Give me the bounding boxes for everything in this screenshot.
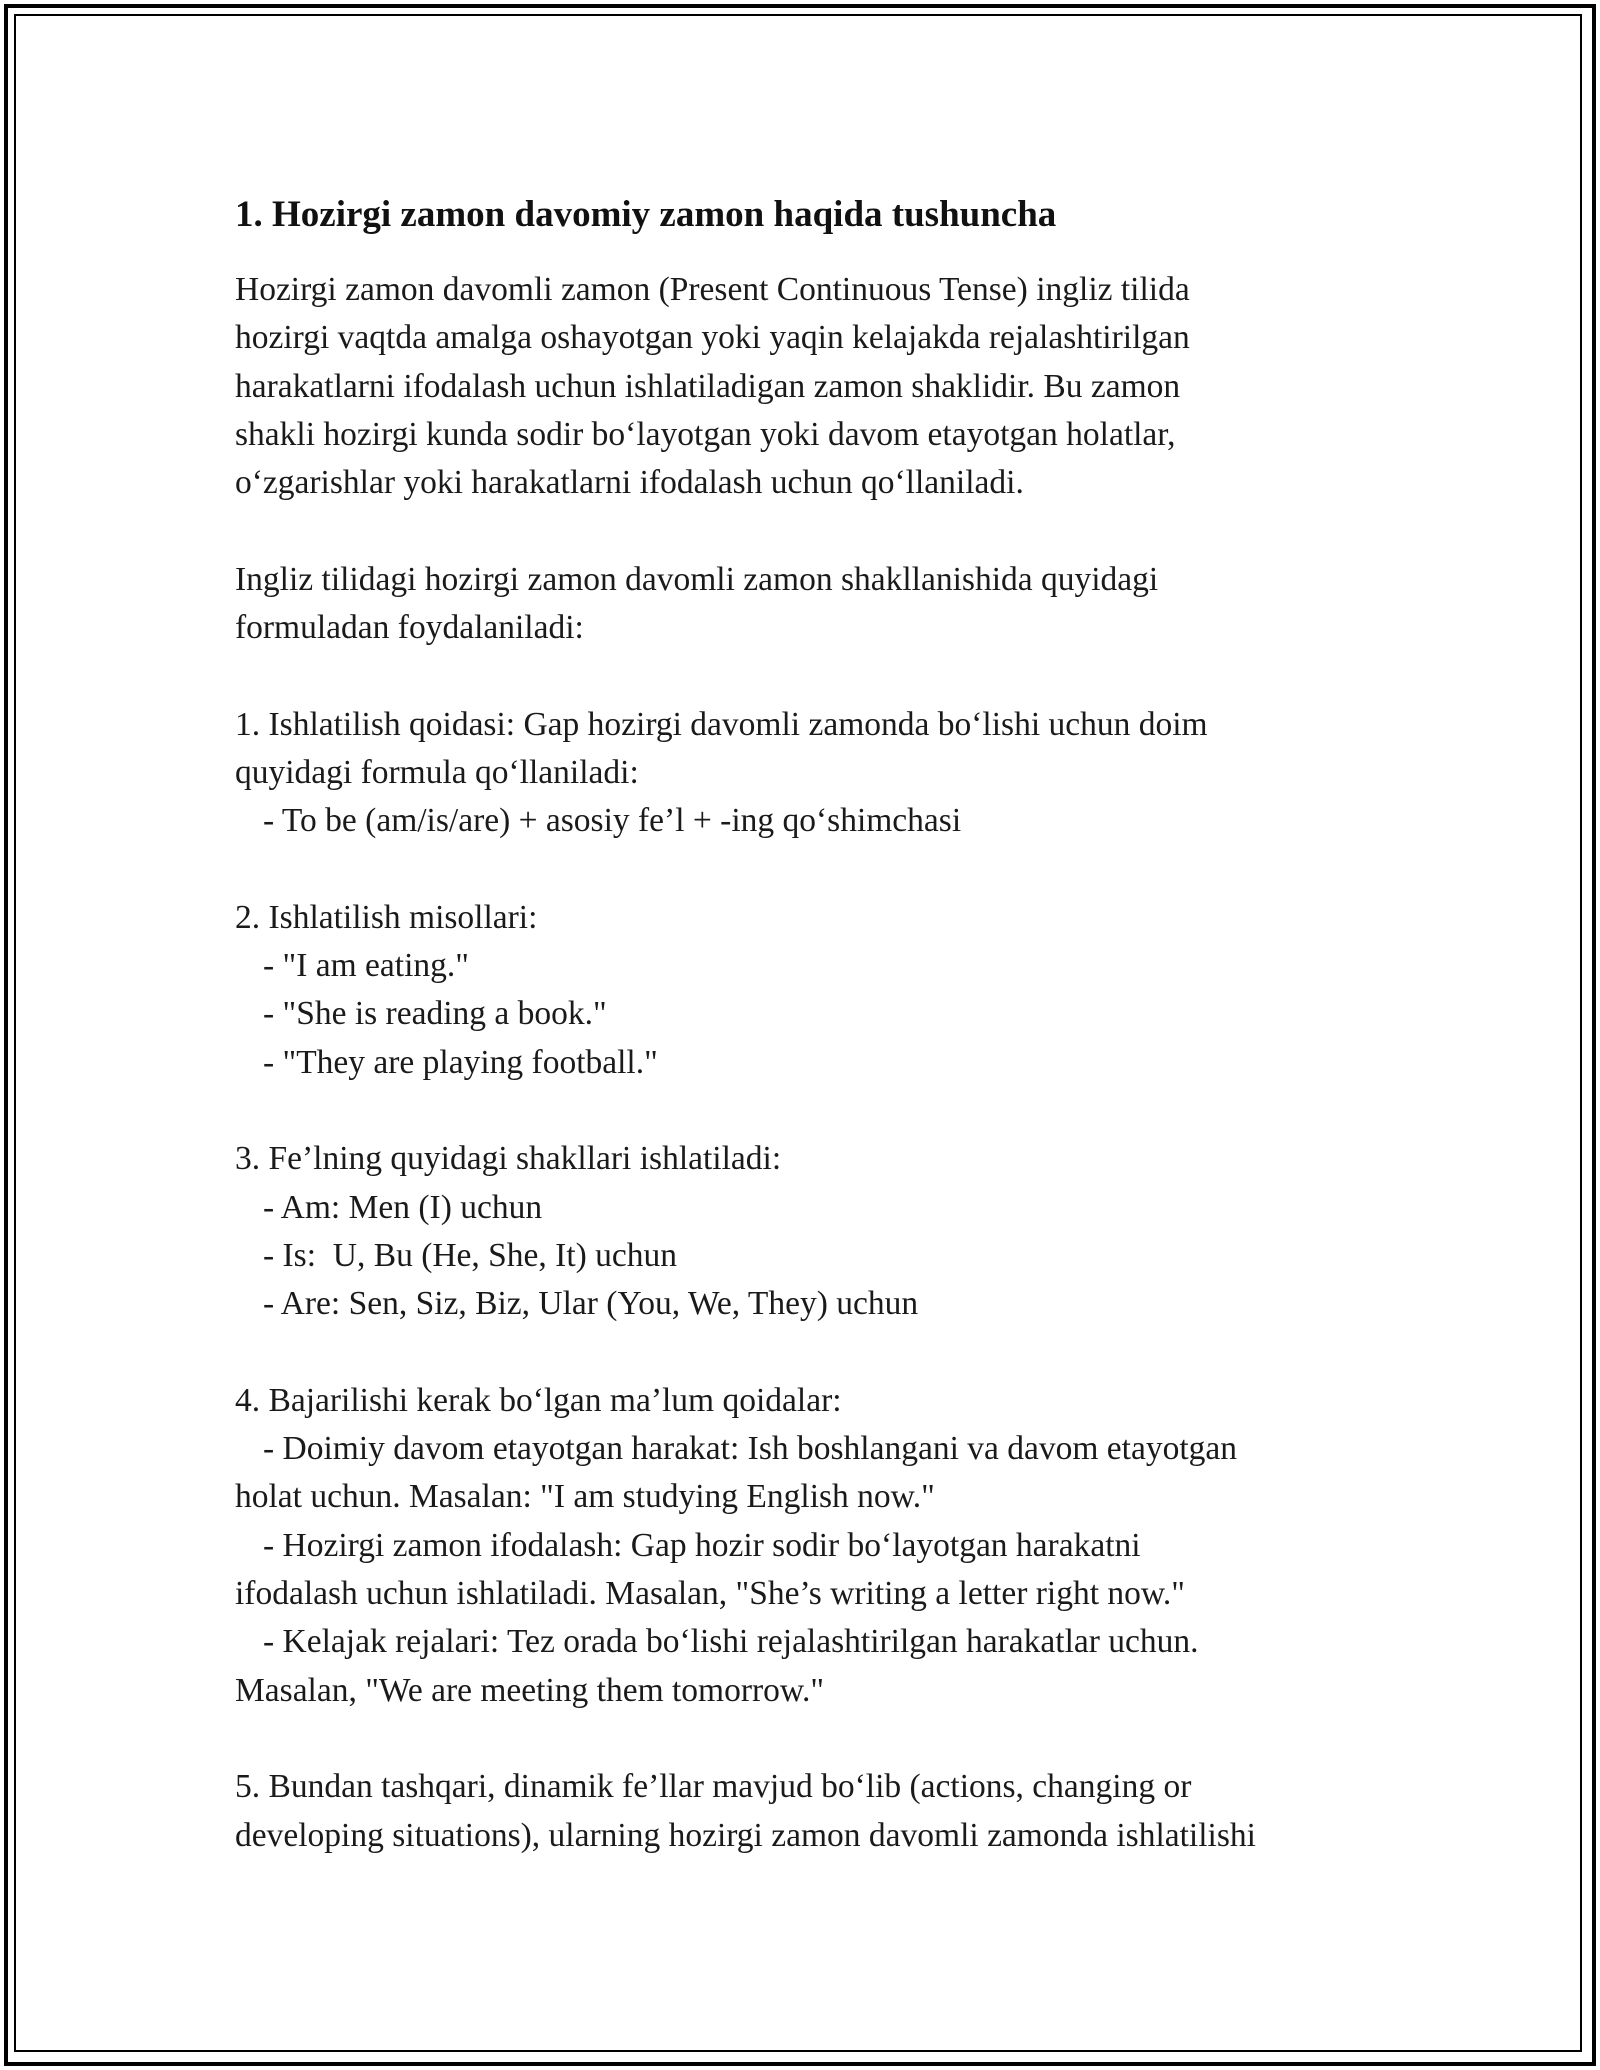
rule-item-continuation: ifodalash uchun ishlatiladi. Masalan, "She’s writing a letter right now." bbox=[235, 1575, 1185, 1613]
paragraph-spacer bbox=[235, 1087, 1405, 1135]
rule-item-first-line: - Kelajak rejalari: Tez orada bo‘lishi rejalashtirilgan harakatlar uchun. bbox=[263, 1623, 1199, 1661]
list-item: - Is: U, Bu (He, She, It) uchun bbox=[263, 1236, 678, 1274]
section-title: 3. Fe’lning quyidagi shakllari ishlatiladi: bbox=[235, 1140, 782, 1178]
text-line: 5. Bundan tashqari, dinamik fe’llar mavjud bo‘lib (actions, changing or bbox=[235, 1768, 1192, 1806]
list-item: - To be (am/is/are) + asosiy fe’l + -ing qo‘shimchasi bbox=[263, 802, 962, 840]
formula-intro-paragraph bbox=[235, 556, 1405, 653]
section-title: 4. Bajarilishi kerak bo‘lgan ma’lum qoidalar: bbox=[235, 1381, 842, 1419]
rules-section bbox=[235, 1377, 1405, 1715]
text-line: shakli hozirgi kunda sodir bo‘layotgan yoki davom etayotgan holatlar, bbox=[235, 415, 1176, 453]
rule-item-first-line: - Doimiy davom etayotgan harakat: Ish boshlangani va davom etayotgan bbox=[263, 1430, 1238, 1468]
text-line: 1. Ishlatilish qoidasi: Gap hozirgi davomli zamonda bo‘lishi uchun doim bbox=[235, 705, 1208, 743]
verb-forms-section bbox=[235, 1135, 1405, 1328]
list-item: - Am: Men (I) uchun bbox=[263, 1188, 543, 1226]
list-item: - "They are playing football." bbox=[263, 1043, 658, 1081]
text-line: quyidagi formula qo‘llaniladi: bbox=[235, 753, 639, 791]
text-line: Hozirgi zamon davomli zamon (Present Continuous Tense) ingliz tilida bbox=[235, 271, 1190, 308]
section-title: 2. Ishlatilish misollari: bbox=[235, 898, 538, 936]
text-line: developing situations), ularning hozirgi zamon davomli zamonda ishlatilishi bbox=[235, 1816, 1256, 1854]
text-line: o‘zgarishlar yoki harakatlarni ifodalash uchun qo‘llaniladi. bbox=[235, 464, 1024, 502]
rule-item-continuation: Masalan, "We are meeting them tomorrow." bbox=[235, 1671, 824, 1709]
examples-section bbox=[235, 894, 1405, 1087]
text-line: formuladan foydalaniladi: bbox=[235, 609, 584, 647]
text-line: harakatlarni ifodalash uchun ishlatiladigan zamon shaklidir. Bu zamon bbox=[235, 367, 1181, 405]
paragraph-spacer bbox=[235, 846, 1405, 894]
paragraph-spacer bbox=[235, 1715, 1405, 1763]
paragraph-spacer bbox=[235, 1329, 1405, 1377]
document-body bbox=[235, 186, 1405, 1860]
paragraph-spacer bbox=[235, 507, 1405, 555]
rule-item-first-line: - Hozirgi zamon ifodalash: Gap hozir sodir bo‘layotgan harakatni bbox=[263, 1526, 1141, 1564]
dynamic-verbs-section bbox=[235, 1763, 1405, 1860]
paragraph-spacer bbox=[235, 652, 1405, 700]
text-line: Ingliz tilidagi hozirgi zamon davomli zamon shakllanishida quyidagi bbox=[235, 560, 1159, 598]
list-item: - Are: Sen, Siz, Biz, Ular (You, We, They) uchun bbox=[263, 1285, 919, 1323]
list-item: - "I am eating." bbox=[263, 947, 469, 985]
section-heading: 1. Hozirgi zamon davomiy zamon haqida tushuncha bbox=[235, 194, 1057, 235]
rule-item-continuation: holat uchun. Masalan: "I am studying English now." bbox=[235, 1478, 935, 1516]
usage-rule-section bbox=[235, 701, 1405, 846]
list-item: - "She is reading a book." bbox=[263, 995, 607, 1033]
intro-paragraph bbox=[235, 266, 1405, 507]
text-line: hozirgi vaqtda amalga oshayotgan yoki yaqin kelajakda rejalashtirilgan bbox=[235, 319, 1190, 357]
